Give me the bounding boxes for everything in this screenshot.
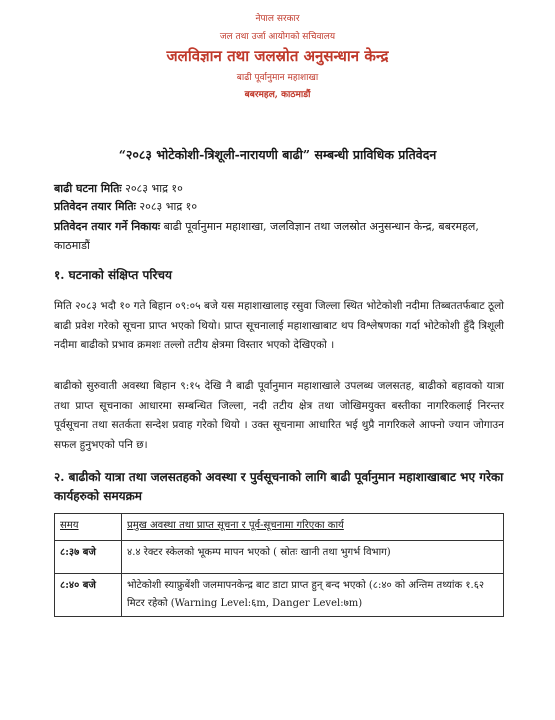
section-1-paragraph-2: बाढीको सुरुवाती अवस्था बिहान ९:१५ देखि नै बाढी पूर्वानुमान महाशाखाले उपलब्ध जलसतह, बाढीको बहावको यात्रा तथा प्राप्त सूचनाका आधारमा सम्बन्धित जिल्ला, नदी तटीय क्षेत्र तथा जोखिमयुक्त बस्तीका नागरिकलाई निरन्तर पूर्वसूचना तथा सतर्कता सन्देश प्रवाह गरेको थियो । उक्त सूचनामा आधारित भई थुप्रै नागरिकले आफ्नो ज्यान जोगाउन सफल हुनुभएको पनि छ। (54, 380, 504, 451)
meta-agency (54, 217, 514, 255)
report-date-label: प्रतिवेदन तयार मितिः (54, 200, 136, 213)
section-1-heading: १. घटनाको संक्षिप्त परिचय (54, 268, 172, 282)
agency-value: बाढी पूर्वानुमान महाशाखा, जलविज्ञान तथा जलस्रोत अनुसन्धान केन्द्र, बबरमहल, काठमाडौं (54, 220, 479, 252)
table-cell-text: ४.४ रेक्टर स्केलको भूकम्प मापन भएको ( स्रोतः खानी तथा भुगर्भ विभाग) (122, 541, 504, 574)
table-header-row (55, 514, 504, 541)
agency-label: प्रतिवेदन तयार गर्ने निकायः (54, 220, 161, 233)
table-cell-time: ८:३७ बजे (55, 541, 122, 574)
header-ministry: जल तथा उर्जा आयोगको सचिवालय (219, 32, 336, 42)
table-header-event: प्रमुख अवस्था तथा प्राप्त सूचना र पूर्व-सूचनामा गरिएका कार्य (122, 514, 504, 541)
header-department: जलविज्ञान तथा जलस्रोत अनुसन्धान केन्द्र (166, 47, 389, 65)
header-government: नेपाल सरकार (255, 14, 300, 24)
table-row (55, 541, 504, 574)
meta-report-date (54, 199, 197, 214)
section-2-heading: २. बाढीको यात्रा तथा जलसतहको अवस्था र पुर्वसूचनाको लागि बाढी पूर्वानुमान महाशाखाबाट भए गरेका कार्यहरुको समयक्रम (54, 470, 504, 503)
table-cell-time: ८:४० बजे (55, 574, 122, 617)
table-row (55, 574, 504, 617)
meta-event-date (54, 181, 183, 196)
header-division: बाढी पूर्वानुमान महाशाखा (236, 73, 319, 83)
table-cell-text: भोटेकोशी स्याफ्रुबेंशी जलमापनकेन्द्र बाट डाटा प्राप्त हुन् बन्द भएको (८:४० को अन्तिम तथ्यांक १.६२ मिटर रहेको (Warning Level:६m, Danger Level:७m) (122, 574, 504, 617)
timeline-table (54, 513, 504, 617)
report-title: “२०८३ भोटेकोशी-त्रिशूली-नारायणी बाढी” सम्बन्धी प्राविधिक प्रतिवेदन (118, 147, 437, 162)
event-date-label: बाढी घटना मितिः (54, 182, 122, 195)
header-address: बबरमहल, काठमाडौं (244, 90, 311, 100)
event-date-value: २०८३ भाद्र १० (125, 182, 183, 195)
table-header-time: समय (55, 514, 122, 541)
report-date-value: २०८३ भाद्र १० (139, 200, 198, 213)
section-1-paragraph-1: मिति २०८३ भदौ १० गते बिहान ०९:०५ बजे यस महाशाखालाइ रसुवा जिल्ला स्थित भोटेकोशी नदीमा तिब्बततर्फबाट ठूलो बाढी प्रवेश गरेको सूचना प्राप्त भएको थियो। प्राप्त सूचनालाई महाशाखाबाट थप विश्लेषणका गर्दा भोटेकोशी हुँदै त्रिशूली नदीमा बाढीको प्रभाव क्रमशः तल्लो तटीय क्षेत्रमा विस्तार भएको देखिएको । (54, 300, 504, 351)
